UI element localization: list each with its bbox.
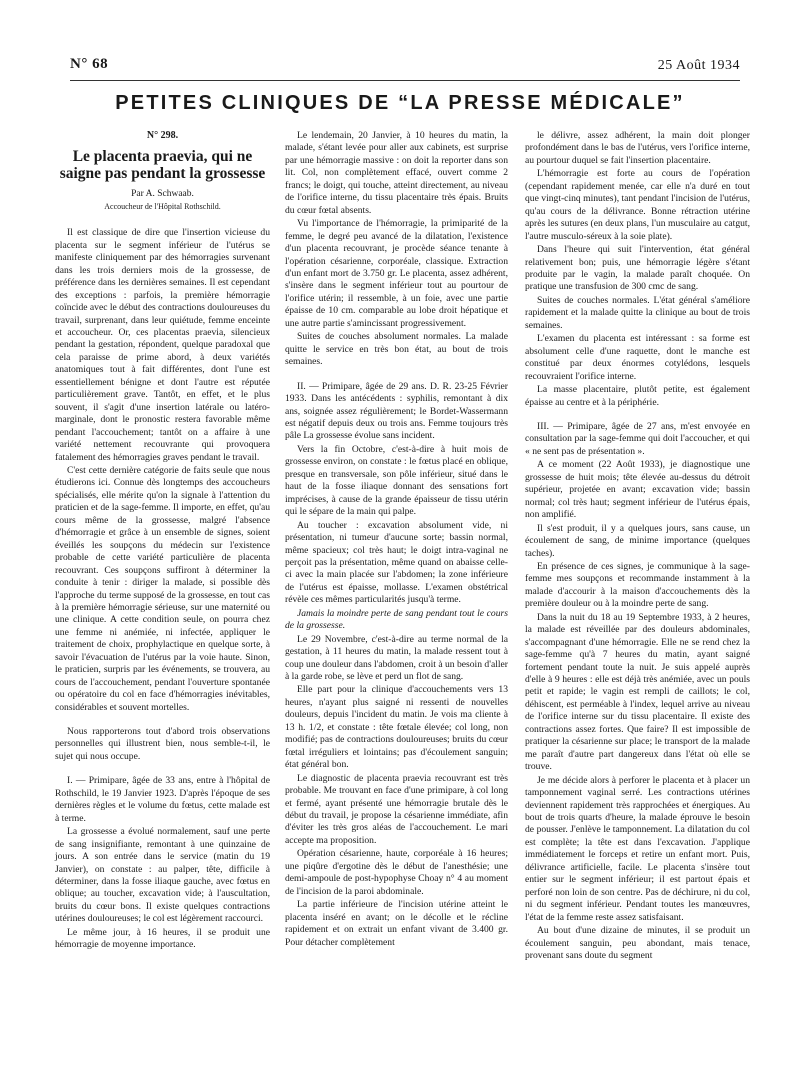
paragraph: Suites de couches absolument normales. La malade quitte le service en très bon état, au bout de trois semaines. [285, 331, 508, 368]
page-header [0, 0, 800, 80]
paragraph: Il s'est produit, il y a quelques jours, sans cause, un écoulement de sang, de minime importance (quelques taches). [525, 522, 750, 559]
paragraph: La partie inférieure de l'incision utérine atteint le placenta inséré en avant; on le décolle et le récline rapidement et on extrait un enfant vivant de 3.400 gr. Pour détacher complètement [285, 899, 508, 948]
page-number: N° 68 [70, 56, 109, 72]
spacer [55, 714, 270, 726]
paragraph: Le 29 Novembre, c'est-à-dire au terme normal de la gestation, à 11 heures du matin, la malade ressent tout à coup une douleur dans l'abdomen, croit à un besoin d'aller à la garde robe, se lève et perd un flot de sang. [285, 633, 508, 683]
italic-note: Jamais la moindre perte de sang pendant tout le cours de la grossesse. [285, 607, 508, 632]
paragraph: L'examen du placenta est intéressant : sa forme est absolument celle d'une raquette, dont le manche est constitué par deux énormes cotylédons, lesquels recouvraient l'orifice interne. [525, 333, 750, 382]
spacer [285, 369, 508, 381]
paragraph: Vu l'importance de l'hémorragie, la primiparité de la femme, le degré peu avancé de la dilatation, l'existence d'un placenta recouvrant, je procède séance tenante à l'opération césarienne, corporéale, classique. Extraction d'un enfant mort de 3.750 gr. Le placenta, assez adhérent, s'insère dans le segment inférieur tout au pourtour de l'orifice utérin; il ressemble, à un foie, avec une partie épaisse de 10 cm. comparable au lobe droit hépatique et une autre partie s'amincissant progressivement. [285, 218, 508, 329]
paragraph: A ce moment (22 Août 1933), je diagnostique une grossesse de huit mois; tête élevée au-dessus du détroit supérieur, projetée en avant; excavation vide; bassin normal; col très haut; segment inférieur de l'utérus épais, non amplifié. [525, 459, 750, 521]
column-3 [525, 130, 750, 962]
paragraph: Vers la fin Octobre, c'est-à-dire à huit mois de grossesse environ, on constate : le fœtus placé en oblique, presque en transversale, son pôle inférieur, situé dans le haut de la fosse iliaque donnant des sensations fort imprécises, à cause de la grande épaisseur de tissu utérin qui le sépare de la main qui palpe. [285, 443, 508, 518]
paragraph: le délivre, assez adhérent, la main doit plonger profondément dans le bas de l'utérus, vers l'orifice interne, au pourtour duquel se fait l'insertion placentaire. [525, 130, 750, 166]
paragraph: Dans l'heure qui suit l'intervention, état général relativement bon; puis, une hémorragie légère s'étant produite par le vagin, la malade paraît choquée. On pratique une transfusion de 300 cmc de sang. [525, 244, 750, 293]
paragraph: Elle part pour la clinique d'accouchements vers 13 heures, n'ayant plus saigné ni ressenti de nouvelles douleurs, depuis l'incident du matin. Je vois ma cliente à 13 h. 1/2, et constate : tête fœtale élevée; col long, non modifié; pas de contractions douloureuses; bruits du cœur fœtal irréguliers et lointains; pas d'écoulement sanguin; état général bon. [285, 684, 508, 771]
paragraph: Je me décide alors à perforer le placenta et à placer un tamponnement vaginal serré. Les contractions utérines deviennent rapidement très rapprochées et énergiques. Au bout de trois quarts d'heure, la malade éprouve le besoin de pousser. J'enlève le tamponnement. La dilatation du col est complète; la tête est dans l'excavation. J'applique immédiatement le forceps et retire un enfant mort. Puis, délivrance artificielle, facile. Le placenta s'insère tout entier sur le segment inférieur; il est partout épais et perforé non loin de son centre. Pas de déchirure, ni du col, ni du segment inférieur. Pendant toutes les manœuvres, l'état de la femme reste assez satisfaisant. [525, 774, 750, 923]
paragraph: Au toucher : excavation absolument vide, ni présentation, ni tumeur d'aucune sorte; bassin normal, même spacieux; col très haut; le doigt intra-vaginal ne perçoit pas la présentation, même quand on abaisse celle-ci avec la main placée sur l'abdomen; la zone inférieure de l'utérus est épaisse, mollasse. L'examen obstétrical révèle ces mêmes particularités jusqu'à terme. [285, 519, 508, 606]
paragraph: L'hémorragie est forte au cours de l'opération (cependant rapidement menée, car elle n'a duré en tout que vingt-cinq minutes), tant pendant l'incision de l'utérus, qu'au cours de la délivrance. Bonne rétraction utérine après les sutures (en deux plans, l'un musculaire au catgut, l'autre musculo-séreux à la soie plate). [525, 168, 750, 242]
paragraph: Le même jour, à 16 heures, il se produit une hémorragie de moyenne importance. [55, 926, 270, 951]
paragraph: La masse placentaire, plutôt petite, est également épaisse au centre et à la périphérie. [525, 384, 750, 408]
header-rule [70, 80, 740, 81]
paragraph: Au bout d'une dizaine de minutes, il se produit un écoulement sanguin, peu abondant, mais tenace, provenant sans doute du segment [525, 925, 750, 961]
paragraph: Nous rapporterons tout d'abord trois observations personnelles qui illustrent bien, nous semble-t-il, le sujet qui nous occupe. [55, 726, 270, 762]
spacer [525, 409, 750, 421]
case-3-intro: III. — Primipare, âgée de 27 ans, m'est envoyée en consultation par la sage-femme qui doit l'accoucher, et qui « ne sent pas de présentation ». [525, 420, 750, 457]
column-2 [285, 130, 508, 949]
article-author: Par A. Schwaab. [131, 189, 194, 200]
paragraph: C'est cette dernière catégorie de faits seule que nous étudierons ici. Connue dès longtemps des accoucheurs spécialisés, elle mérite qu'on la signale à l'attention du praticien et de la sage-femme. Il importe, en effet, qu'au cours même de la grossesse, malgré l'absence d'hémorragie et grâce à un ensemble de signes, soient éveillés les soupçons du médecin sur l'existence probable de cette variété particulière de placenta recouvrant. Ces soupçons suffiront à déterminer la conduite à tenir : diriger la malade, si possible dès l'approche du terme supposé de la grossesse, en tout cas à la première hémorragie sérieuse, sur une maternité ou une clinique. A cette condition seule, on pourra chez une femme ni anémiée, ni infectée, appliquer le traitement de choix, prophylactique en quelque sorte, à savoir l'évacuation de l'utérus par la voie haute. Sinon, le praticien, surpris par les événements, se trouvera, au cours de l'accouchement, pendant l'ouverture spontanée ou opératoire du col en face d'hémorragies inévitables, considérables et souvent mortelles. [55, 464, 270, 713]
article-title: Le placenta praevia, qui ne saigne pas pendant la grossesse [59, 148, 266, 183]
paragraph: Il est classique de dire que l'insertion vicieuse du placenta sur le segment inférieur de l'utérus se manifeste cliniquement par des hémorragies survenant dans les trois derniers mois de la grossesse, de préférence dans les dernières semaines. Il est cependant des exceptions : parfois, la première hémorragie coïncide avec le début des contractions douloureuses du travail, surprenant, dans leur quiétude, femme enceinte et accoucheur. Or, ces placentas praevia, silencieux pendant la gestation, répondent, quelque paradoxal que cela paraisse de prime abord, à deux variétés anatomiques tout à fait différentes, dont l'une est essentiellement bénigne et dont l'autre est réputée particulièrement grave. Tantôt, en effet, et le plus souvent, il s'agit d'une insertion latérale ou latéro-marginale, dont le pronostic restera favorable même pendant l'accouchement; tantôt on a affaire à une variété nettement recouvrante qui provoquera fatalement des hémorragies graves pendant le travail. [55, 227, 270, 463]
spacer [55, 763, 270, 775]
masthead: PETITES CLINIQUES DE “LA PRESSE MÉDICALE” [115, 92, 685, 114]
issue-date: 25 Août 1934 [657, 58, 740, 73]
paragraph: La grossesse a évolué normalement, sauf une perte de sang insignifiante, remontant à une quinzaine de jours. A son entrée dans le service (matin du 19 Janvier), on constate : au palper, tête, difficile à déterminer, dans la fosse iliaque gauche, avec fœtus en oblique; au toucher, excavation vide; à l'auscultation, bruits du cœur bons. Il existe quelques contractions utérines douloureuses; le col est légèrement raccourci. [55, 826, 270, 925]
column-1 [55, 130, 270, 952]
paragraph: Dans la nuit du 18 au 19 Septembre 1933, à 2 heures, la malade est réveillée par des douleurs abdominales, s'accompagnant d'une hémorragie. Elle ne se rend chez la sage-femme qu'à 7 heures du matin, ayant saigné fortement pendant toute la nuit. Je suis appelé auprès d'elle à 9 heures : elle est déjà très anémiée, avec un pouls petit et rapide; le vagin est rempli de caillots; le col, déhiscent, est perméable à l'index, lequel arrive au niveau de l'orifice interne sur du tissu placentaire. Il existe des contractions assez fortes. Que faire? Il est impossible de pratiquer la césarienne sur place; le transport de la malade me paraît d'autre part dangereux dans l'état où elle se trouve. [525, 611, 750, 773]
paragraph: Le diagnostic de placenta praevia recouvrant est très probable. Me trouvant en face d'une primipare, à col long et fermé, ayant présenté une hémorragie brutale dès le début du travail, je propose la césarienne immédiate, afin d'éviter les très gros aléas de l'accouchement. Le mari accepte ma proposition. [285, 772, 508, 846]
author-affiliation: Accoucheur de l'Hôpital Rothschild. [104, 201, 221, 211]
paragraph: Opération césarienne, haute, corporéale à 16 heures; une piqûre d'ergotine dès le début de l'anesthésie; une demi-ampoule de post-hypophyse Choay n° 4 au moment de l'incision de la paroi abdominale. [285, 848, 508, 897]
case-1-intro: I. — Primipare, âgée de 33 ans, entre à l'hôpital de Rothschild, le 19 Janvier 1923. D'après l'époque de ses dernières règles et le volume du fœtus, cette malade est à terme. [55, 775, 270, 824]
paragraph: Le lendemain, 20 Janvier, à 10 heures du matin, la malade, s'étant levée pour aller aux cabinets, est surprise par une hémorragie massive : on doit la reporter dans son lit. Col, non complètement effacé, ouvert comme 2 francs; le doigt, qui touche, atteint directement, au niveau de l'orifice interne, du tissu placentaire très épais. Bruits du cœur fœtal absents. [285, 130, 508, 216]
article-number: N° 298. [146, 130, 179, 141]
case-2-intro: II. — Primipare, âgée de 29 ans. D. R. 23-25 Février 1933. Dans les antécédents : syphilis, remontant à dix ans, soignée assez régulièrement; le Bordet-Wassermann est négatif depuis deux ou trois ans. Femme toujours très pâle La grossesse évolue sans incident. [285, 380, 508, 442]
paragraph: En présence de ces signes, je communique à la sage-femme mes soupçons et recommande instamment à la malade d'accourir à la maison d'accouchements dès la première douleur ou à la moindre perte de sang. [525, 560, 750, 610]
paragraph: Suites de couches normales. L'état général s'améliore rapidement et la malade quitte la clinique au bout de trois semaines. [525, 294, 750, 331]
